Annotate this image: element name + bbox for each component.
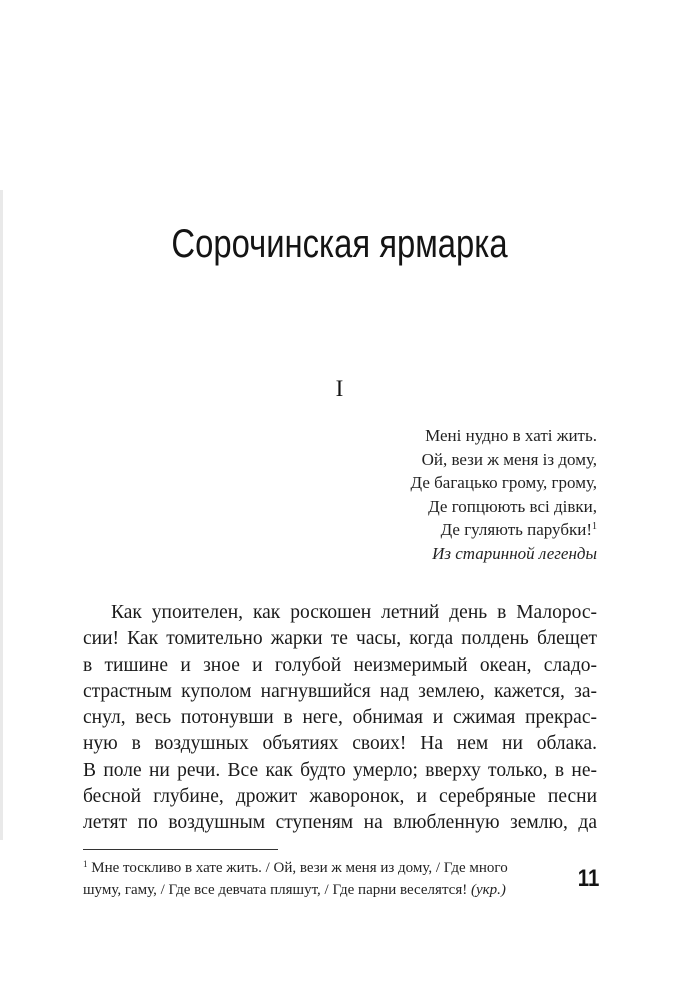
body-line: В поле ни речи. Все как будто умерло; вверху только, в не- <box>83 759 597 781</box>
footnote-line <box>83 857 553 879</box>
footnote <box>83 857 553 901</box>
epigraph <box>237 424 597 565</box>
footnote-text: Мне тоскливо в хате жить. / Ой, вези ж меня из дому, / Где много <box>91 860 508 876</box>
body-line: бесной глубине, дрожит жаворонок, и серебряные песни <box>83 786 597 808</box>
chapter-number <box>0 376 679 402</box>
epigraph-source: Из старинной легенды <box>432 543 597 563</box>
story-title: Сорочинская ярмарка <box>171 222 508 266</box>
footnote-line <box>83 879 553 901</box>
epigraph-line: Де гопцюють всі дівки, <box>428 496 597 516</box>
body-line: летят по воздушным ступеням на влюбленную землю, да <box>83 812 597 834</box>
body-line: Как упоителен, как роскошен летний день в Малорос- <box>111 602 597 623</box>
page-number: 11 <box>577 865 599 892</box>
footnote-divider <box>83 849 278 850</box>
epigraph-line: Мені нудно в хаті жить. <box>425 426 597 445</box>
body-line: сии! Как томительно жарки те часы, когда полдень блещет <box>83 628 597 650</box>
epigraph-line-text: Де гуляють парубки! <box>440 520 592 539</box>
footnote-marker: 1 <box>83 859 88 869</box>
body-line: ную в воздушных объятиях своих! На нем ни облака. <box>83 733 597 755</box>
epigraph-line: Ой, вези ж меня із дому, <box>421 449 597 469</box>
epigraph-line-last <box>237 518 597 542</box>
body-line: в тишине и зное и голубой неизмеримый океан, сладо- <box>83 654 597 676</box>
footnote-reference[interactable]: 1 <box>592 521 597 532</box>
epigraph-line: Де багацько грому, грому, <box>410 473 597 492</box>
footnote-text: шуму, гаму, / Где все девчата пляшут, / Где парни веселятся! <box>83 882 468 898</box>
page-edge-shadow <box>0 190 3 840</box>
body-line: снул, весь потонувши в неге, обнимая и сжимая прекрас- <box>83 707 597 729</box>
body-paragraph <box>83 600 597 837</box>
footnote-language-note: (укр.) <box>470 882 506 898</box>
chapter-number-text: I <box>335 376 344 401</box>
body-line: страстным куполом нагнувшийся над землею, кажется, за- <box>83 680 597 702</box>
